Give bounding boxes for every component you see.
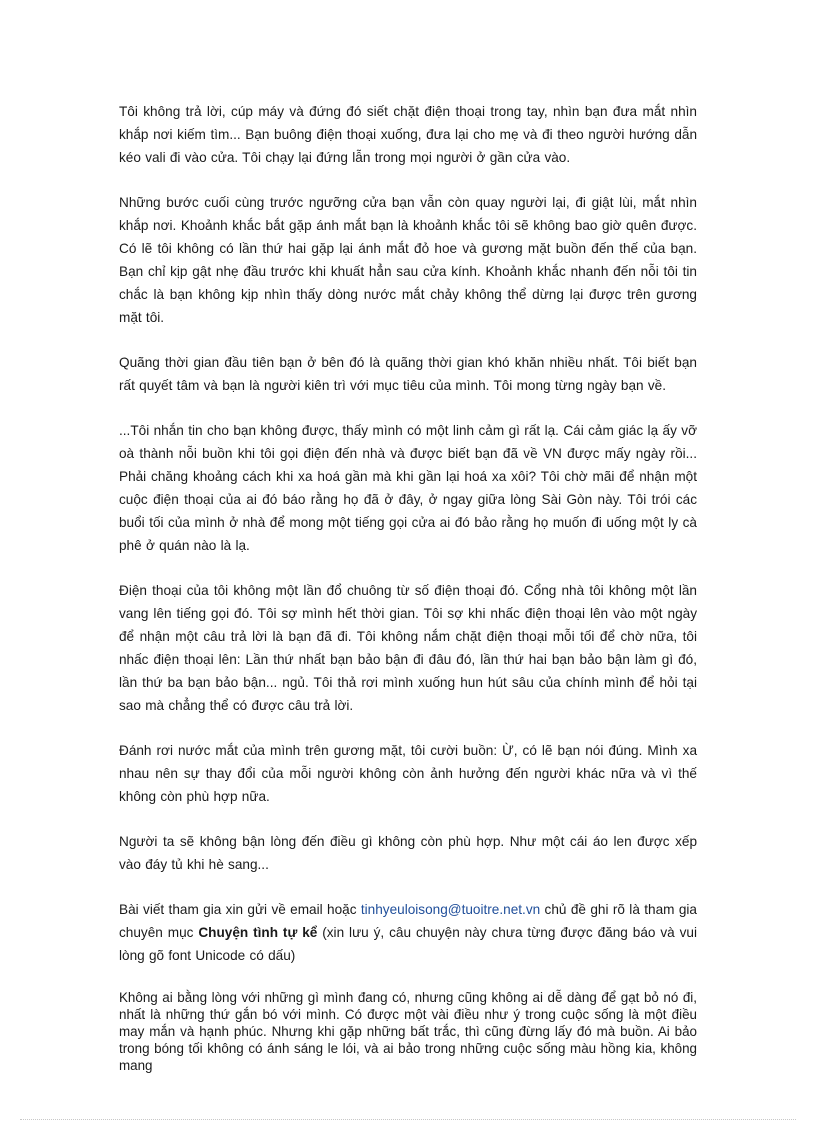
submission-note: [119, 898, 697, 967]
submission-text-middle: chủ đề ghi rõ là tham gia chuyên mục: [119, 902, 697, 940]
story-paragraph: Điện thoại của tôi không một lần đổ chuông từ số điện thoại đó. Cổng nhà tôi không một lần vang lên tiếng gọi đó. Tôi sợ mình hết thời gian. Tôi sợ khi nhấc điện thoại lên vào một ngày để nhận một câu trả lời là bạn đã đi. Tôi không nắm chặt điện thoại mỗi tối để chờ nữa, tôi nhấc điện thoại lên: Lần thứ nhất bạn bảo bận đi đâu đó, lần thứ hai bạn bảo bận làm gì đó, lần thứ ba bạn bảo bận... ngủ. Tôi thả rơi mình xuống hun hút sâu của chính mình để hỏi tại sao mà chẳng thể có được câu trả lời.: [119, 583, 697, 713]
page-bottom-divider: [20, 1119, 796, 1120]
story-paragraph: Người ta sẽ không bận lòng đến điều gì không còn phù hợp. Như một cái áo len được xếp vào đáy tủ khi hè sang...: [119, 834, 697, 872]
submission-text-start: Bài viết tham gia xin gửi về email hoặc: [119, 902, 361, 917]
submission-text-end: (xin lưu ý, câu chuyện này chưa từng được đăng báo và vui lòng gõ font Unicode có dấu): [119, 925, 697, 963]
closing-paragraph: Không ai bằng lòng với những gì mình đang có, nhưng cũng không ai dễ dàng để gạt bỏ nó đi, nhất là những thứ gắn bó với mình. Có được một vài điều như ý trong cuộc sống là một điều may mắn và hạnh phúc. Nhưng khi gặp những bất trắc, thì cũng đừng lấy đó mà buồn. Ai bảo trong bóng tối không có ánh sáng le lói, và ai bảo trong những cuộc sống màu hồng kia, không mang: [119, 990, 697, 1073]
story-paragraph: Những bước cuối cùng trước ngưỡng cửa bạn vẫn còn quay người lại, đi giật lùi, mắt nhìn khắp nơi. Khoảnh khắc bắt gặp ánh mắt bạn là khoảnh khắc tôi sẽ không bao giờ quên được. Có lẽ tôi không có lần thứ hai gặp lại ánh mắt đỏ hoe và gương mặt buồn đến thế của bạn. Bạn chỉ kịp gật nhẹ đầu trước khi khuất hẳn sau cửa kính. Khoảnh khắc nhanh đến nỗi tôi tin chắc là bạn không kịp nhìn thấy dòng nước mắt chảy không thể dừng lại được trên gương mặt tôi.: [119, 195, 697, 325]
story-paragraph: ...Tôi nhắn tin cho bạn không được, thấy mình có một linh cảm gì rất lạ. Cái cảm giác lạ ấy vỡ oà thành nỗi buồn khi tôi gọi điện đến nhà và được biết bạn đã về VN được mấy ngày rồi... Phải chăng khoảng cách khi xa hoá gần mà khi gần lại hoá xa xôi? Tôi chờ mãi để nhận một cuộc điện thoại của ai đó báo rằng họ đã ở đây, ở ngay giữa lòng Sài Gòn này. Tôi trói các buổi tối của mình ở nhà để mong một tiếng gọi cửa ai đó bảo rằng họ muốn đi uống một ly cà phê ở quán nào là lạ.: [119, 423, 697, 553]
document-page: [119, 100, 697, 1096]
email-link[interactable]: tinhyeuloisong@tuoitre.net.vn: [360, 902, 541, 917]
story-paragraph: Quãng thời gian đầu tiên bạn ở bên đó là quãng thời gian khó khăn nhiều nhất. Tôi biết bạn rất quyết tâm và bạn là người kiên trì với mục tiêu của mình. Tôi mong từng ngày bạn về.: [119, 355, 697, 393]
column-name: Chuyện tình tự kể: [198, 925, 318, 940]
story-paragraph: Đánh rơi nước mắt của mình trên gương mặt, tôi cười buồn: Ừ, có lẽ bạn nói đúng. Mình xa nhau nên sự thay đổi của mỗi người không còn ảnh hưởng đến người khác nữa và vì thế không còn phù hợp nữa.: [119, 743, 697, 804]
story-paragraph: Tôi không trả lời, cúp máy và đứng đó siết chặt điện thoại trong tay, nhìn bạn đưa mắt nhìn khắp nơi kiếm tìm... Bạn buông điện thoại xuống, đưa lại cho mẹ và đi theo người hướng dẫn kéo vali đi vào cửa. Tôi chạy lại đứng lẫn trong mọi người ở gần cửa vào.: [119, 104, 697, 165]
